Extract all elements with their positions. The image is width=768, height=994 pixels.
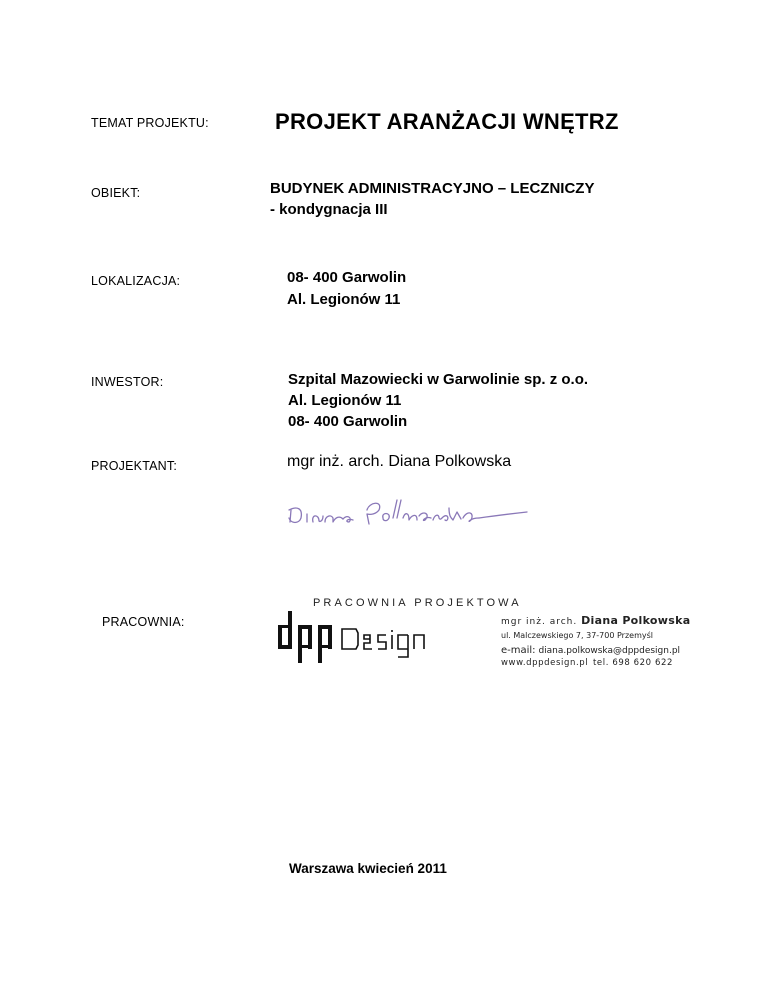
location-line-1: 08- 400 Garwolin bbox=[287, 269, 407, 286]
project-topic-label: TEMAT PROJEKTU: bbox=[91, 116, 209, 130]
studio-email-line bbox=[501, 645, 680, 656]
logo-top-text: PRACOWNIA PROJEKTOWA bbox=[313, 597, 522, 609]
studio-phone: tel. 698 620 622 bbox=[593, 658, 674, 668]
studio-person-name: Diana Polkowska bbox=[581, 614, 691, 627]
signature-image bbox=[283, 488, 533, 533]
studio-label: PRACOWNIA: bbox=[102, 615, 185, 629]
designer-label: PROJEKTANT: bbox=[91, 459, 178, 473]
location-label: LOKALIZACJA: bbox=[91, 274, 181, 288]
project-title: PROJEKT ARANŻACJI WNĘTRZ bbox=[275, 109, 619, 134]
studio-website: www.dppdesign.pl bbox=[501, 658, 589, 668]
studio-email: diana.polkowska@dppdesign.pl bbox=[538, 646, 681, 656]
studio-address: ul. Malczewskiego 7, 37-700 Przemyśl bbox=[501, 631, 653, 640]
place-date: Warszawa kwiecień 2011 bbox=[289, 861, 447, 876]
studio-email-label: e-mail: bbox=[501, 645, 536, 656]
studio-name-line bbox=[501, 614, 690, 627]
dpp-design-logo bbox=[278, 611, 478, 663]
object-label: OBIEKT: bbox=[91, 186, 141, 200]
object-line-1: BUDYNEK ADMINISTRACYJNO – LECZNICZY bbox=[270, 180, 595, 197]
object-line-2: - kondygnacja III bbox=[270, 201, 388, 218]
investor-line-2: Al. Legionów 11 bbox=[288, 392, 402, 409]
designer-name: mgr inż. arch. Diana Polkowska bbox=[287, 453, 512, 470]
location-line-2: Al. Legionów 11 bbox=[287, 291, 401, 308]
investor-label: INWESTOR: bbox=[91, 375, 164, 389]
studio-title-prefix: mgr inż. arch. bbox=[501, 617, 578, 627]
investor-line-3: 08- 400 Garwolin bbox=[288, 413, 408, 430]
investor-line-1: Szpital Mazowiecki w Garwolinie sp. z o.o. bbox=[288, 371, 589, 388]
